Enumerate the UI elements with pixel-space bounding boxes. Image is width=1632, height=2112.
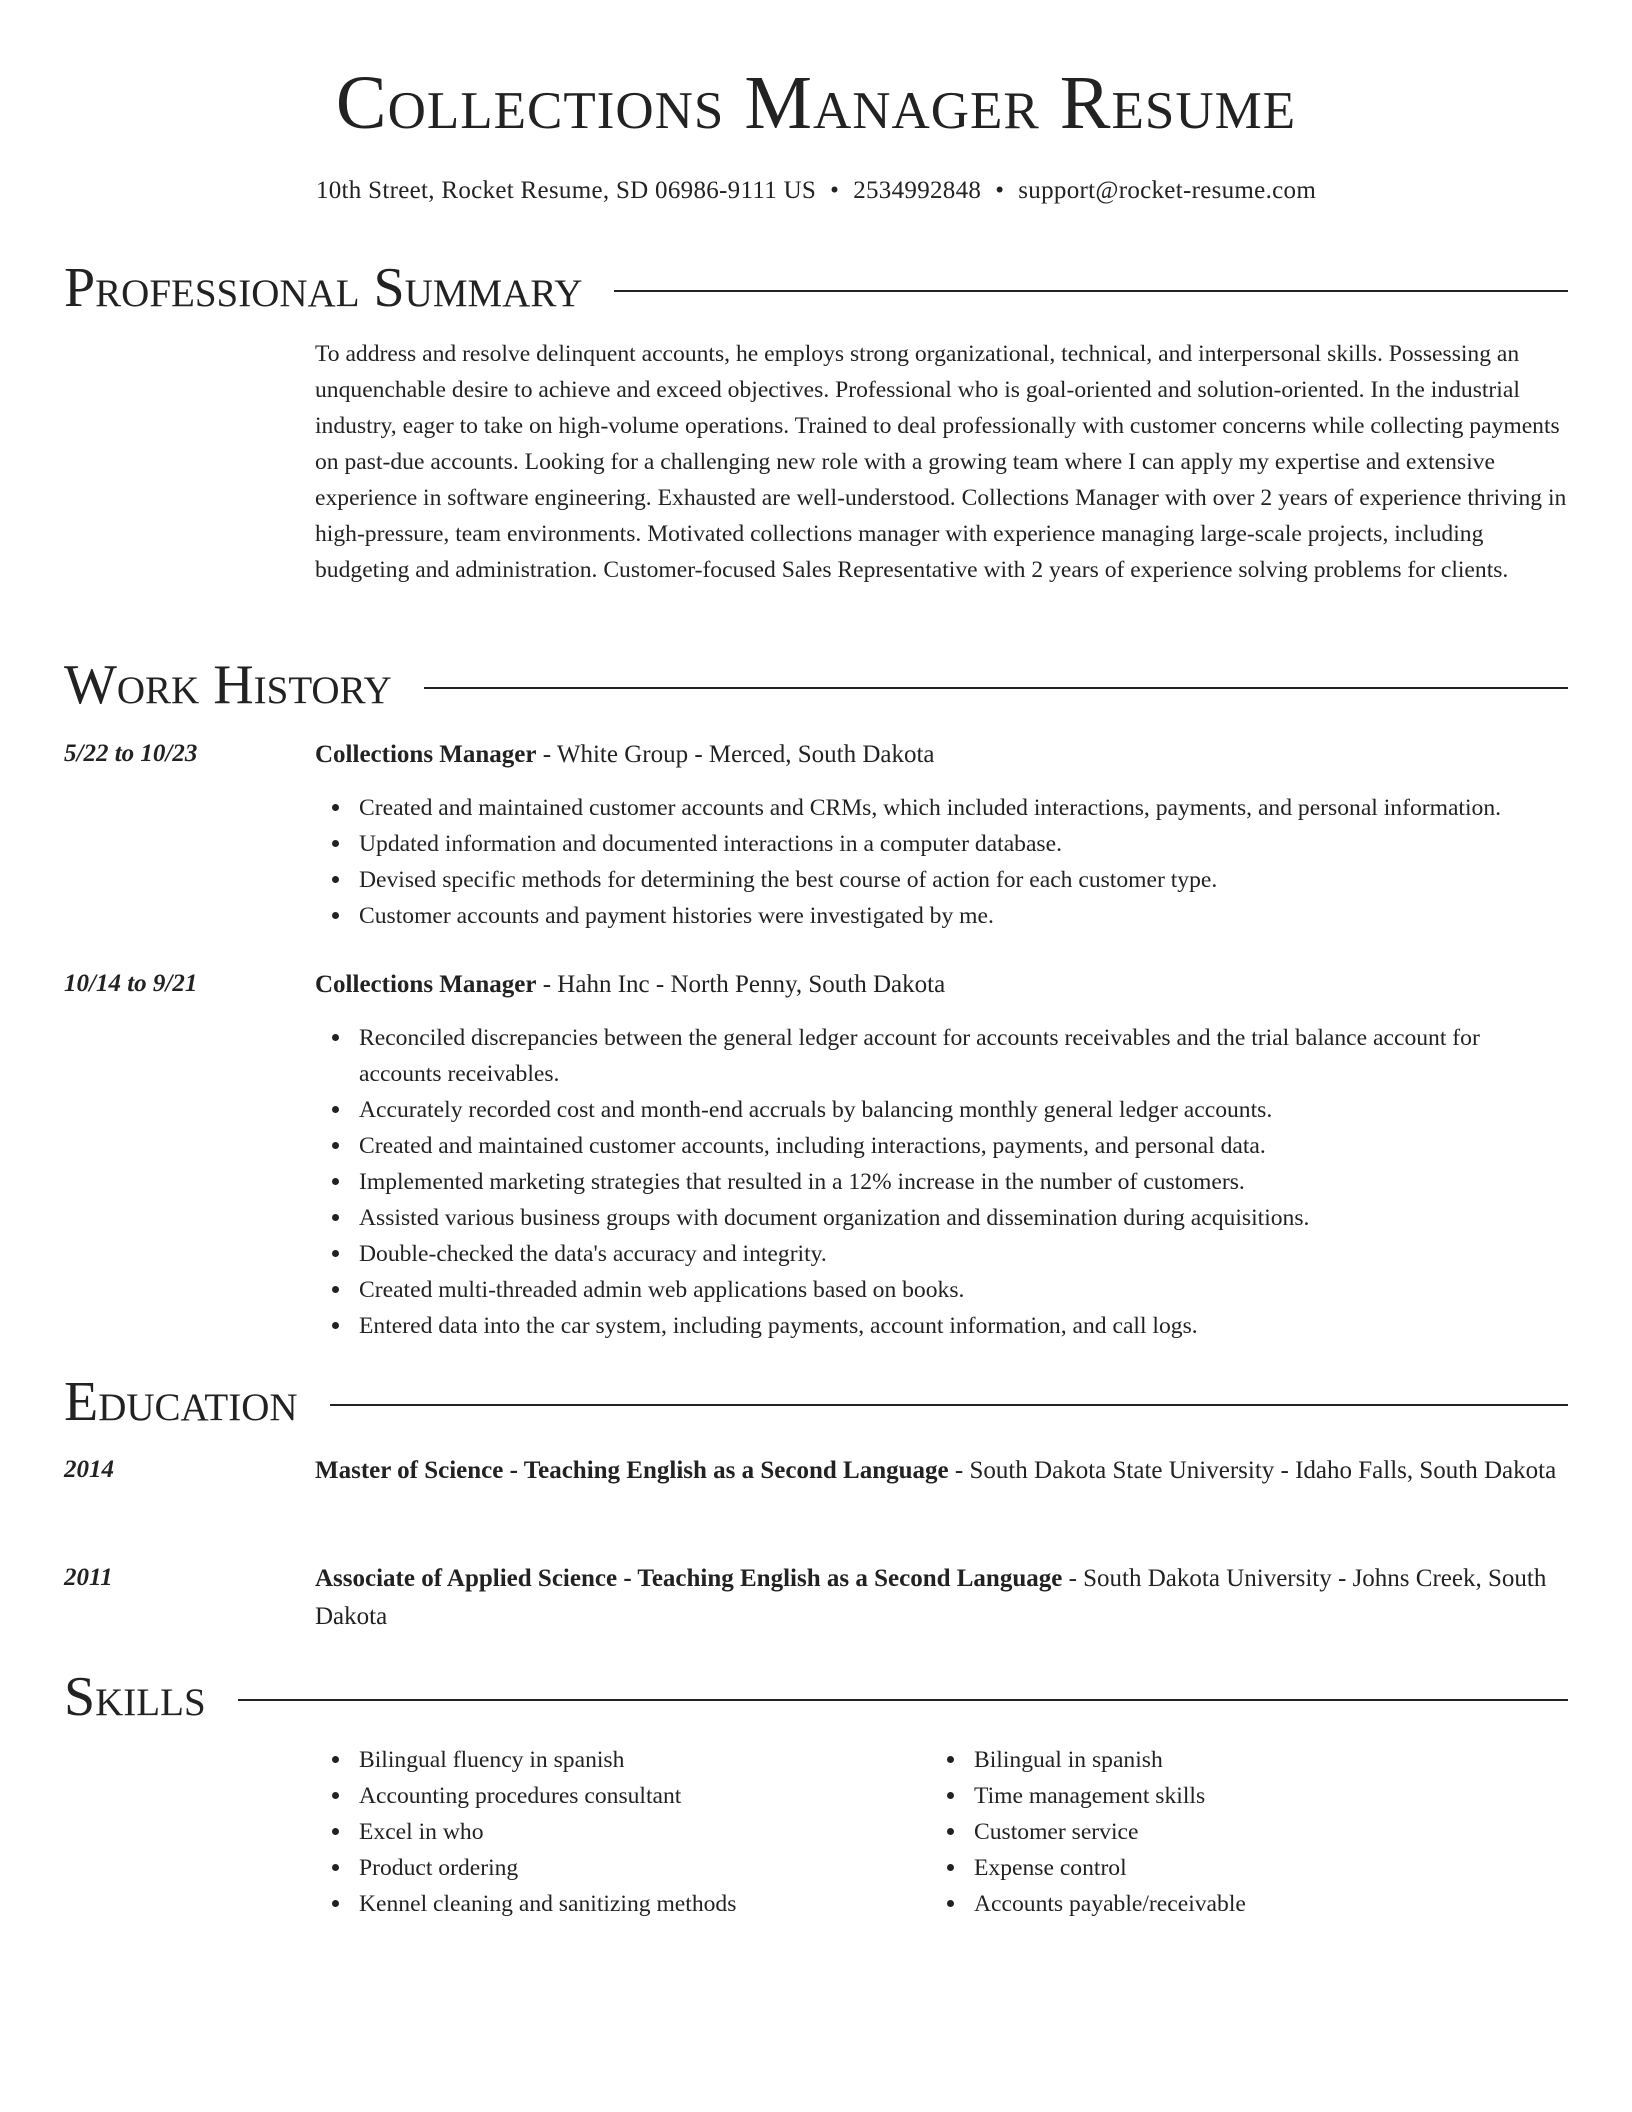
skill-item: Product ordering [359, 1850, 915, 1886]
section-skills [64, 1664, 1568, 1730]
summary-text: To address and resolve delinquent accounts, he employs strong organizational, technical, and interpersonal skills. Possessing an unquenchable desire to achieve and exceed objectives. Professional who is goal-oriented and solution-oriented. In the industrial industry, eager to take on high-volume operations. Trained to deal professionally with customer concerns while collecting payments on past-due accounts. Looking for a challenging new role with a growing team where I can apply my expertise and extensive experience in software engineering. Exhausted are well-understood. Collections Manager with over 2 years of experience thriving in high-pressure, team environments. Motivated collections manager with experience managing large-scale projects, including budgeting and administration. Customer-focused Sales Representative with 2 years of experience solving problems for clients. [315, 341, 1567, 583]
skill-item: Excel in who [359, 1814, 915, 1850]
skill-item: Bilingual fluency in spanish [359, 1742, 915, 1778]
job-bullets [315, 790, 1568, 934]
job-bullet: Created and maintained customer accounts, including interactions, payments, and personal data. [359, 1128, 1568, 1164]
contact-address: 10th Street, Rocket Resume, SD 06986-9111 US [315, 177, 817, 204]
contact-separator: • [830, 177, 840, 204]
section-heading: Professional Summary [64, 257, 583, 319]
education-degree: Associate of Applied Science - Teaching English as a Second Language [315, 1565, 1063, 1592]
job-bullet: Entered data into the car system, including payments, account information, and call logs. [359, 1308, 1568, 1344]
education-heading [315, 1560, 1568, 1636]
section-heading: Work History [64, 654, 392, 716]
education-year: 2014 [64, 1456, 114, 1483]
section-rule [614, 290, 1568, 292]
job-title: Collections Manager [315, 971, 537, 998]
job-heading [315, 736, 1568, 774]
job-bullet: Devised specific methods for determining the best course of action for each customer type. [359, 862, 1568, 898]
education-heading [315, 1452, 1568, 1490]
job-dates: 10/14 to 9/21 [64, 970, 198, 997]
skill-item: Accounts payable/receivable [974, 1886, 1530, 1922]
section-education [64, 1369, 1568, 1435]
section-rule [238, 1699, 1568, 1701]
job-bullet: Reconciled discrepancies between the general ledger account for accounts receivables and the trial balance account for accounts receivables. [359, 1020, 1568, 1092]
job-details: - Hahn Inc - North Penny, South Dakota [536, 971, 946, 998]
section-professional-summary [64, 255, 1568, 321]
job-bullet: Customer accounts and payment histories were investigated by me. [359, 898, 1568, 934]
skill-item: Kennel cleaning and sanitizing methods [359, 1886, 915, 1922]
job-bullet: Created multi-threaded admin web applications based on books. [359, 1272, 1568, 1308]
section-work-history [64, 652, 1568, 718]
education-details: - South Dakota University - Johns Creek, South Dakota [315, 1565, 1547, 1630]
skill-item: Bilingual in spanish [974, 1742, 1530, 1778]
job-details: - White Group - Merced, South Dakota [536, 741, 935, 768]
education-details: - South Dakota State University - Idaho Falls, South Dakota [948, 1457, 1557, 1484]
job-title: Collections Manager [315, 741, 537, 768]
job-bullet: Updated information and documented interactions in a computer database. [359, 826, 1568, 862]
section-rule [330, 1404, 1568, 1406]
skills-list-right [930, 1742, 1530, 1922]
skill-item: Accounting procedures consultant [359, 1778, 915, 1814]
job-bullet: Double-checked the data's accuracy and integrity. [359, 1236, 1568, 1272]
contact-email: support@rocket-resume.com [1018, 177, 1317, 204]
job-bullet: Created and maintained customer accounts and CRMs, which included interactions, payments, and personal information. [359, 790, 1568, 826]
section-heading: Skills [64, 1666, 206, 1728]
contact-phone: 2534992848 [853, 177, 982, 204]
skills-list-left [315, 1742, 915, 1922]
contact-separator: • [995, 177, 1005, 204]
resume-title: Collections Manager Resume [335, 61, 1297, 145]
contact-line [64, 174, 1568, 208]
job-dates: 5/22 to 10/23 [64, 740, 198, 767]
job-bullet: Assisted various business groups with document organization and dissemination during acquisitions. [359, 1200, 1568, 1236]
job-bullets [315, 1020, 1568, 1344]
job-heading [315, 966, 1568, 1004]
section-rule [424, 687, 1568, 689]
job-bullet: Accurately recorded cost and month-end accruals by balancing monthly general ledger accounts. [359, 1092, 1568, 1128]
skill-item: Time management skills [974, 1778, 1530, 1814]
education-degree: Master of Science - Teaching English as a Second Language [315, 1457, 949, 1484]
section-heading: Education [64, 1371, 298, 1433]
education-year: 2011 [64, 1564, 113, 1591]
skill-item: Customer service [974, 1814, 1530, 1850]
job-bullet: Implemented marketing strategies that resulted in a 12% increase in the number of customers. [359, 1164, 1568, 1200]
skill-item: Expense control [974, 1850, 1530, 1886]
